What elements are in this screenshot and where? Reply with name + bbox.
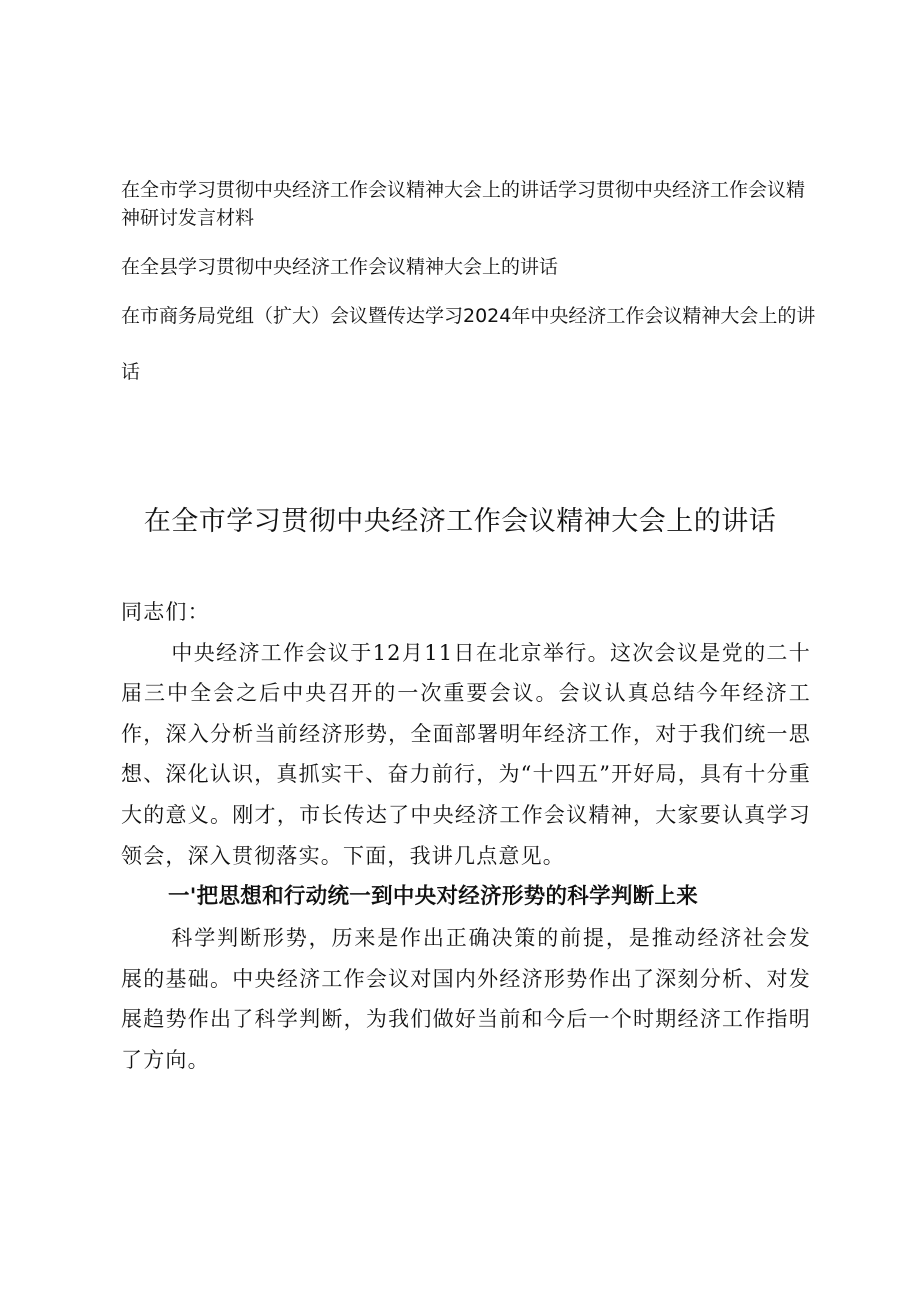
body-paragraph: 科学判断形势，历来是作出正确决策的前提，是推动经济社会发展的基础。中央经济工作会议对国内外经济形势作出了深刻分析、对发展趋势作出了科学判断，为我们做好当前和今后一个时期经济工作指明了方向。	[121, 926, 811, 1072]
section-heading: 一'把思想和行动统一到中央对经济形势的科学判断上来	[168, 884, 699, 910]
toc-list	[121, 176, 821, 400]
salutation: 同志们：	[121, 600, 210, 624]
toc-item[interactable]: 在全市学习贯彻中央经济工作会议精神大会上的讲话学习贯彻中央经济工作会议精神研讨发言材料	[121, 179, 806, 229]
body-paragraph: 中央经济工作会议于12月11日在北京举行。这次会议是党的二十届三中全会之后中央召开的一次重要会议。会议认真总结今年经济工作，深入分析当前经济形势，全面部署明年经济工作，对于我们统一思想、深化认识，真抓实干、奋力前行，为“十四五”开好局，具有十分重大的意义。刚才，市长传达了中央经济工作会议精神，大家要认真学习领会，深入贯彻落实。下面，我讲几点意见。	[121, 640, 811, 868]
document-body	[121, 592, 811, 1081]
toc-item[interactable]: 在市商务局党组（扩大）会议暨传达学习2024年中央经济工作会议精神大会上的讲话	[121, 305, 816, 383]
document-title: 在全市学习贯彻中央经济工作会议精神大会上的讲话	[143, 506, 777, 537]
toc-item[interactable]: 在全县学习贯彻中央经济工作会议精神大会上的讲话	[121, 256, 559, 278]
